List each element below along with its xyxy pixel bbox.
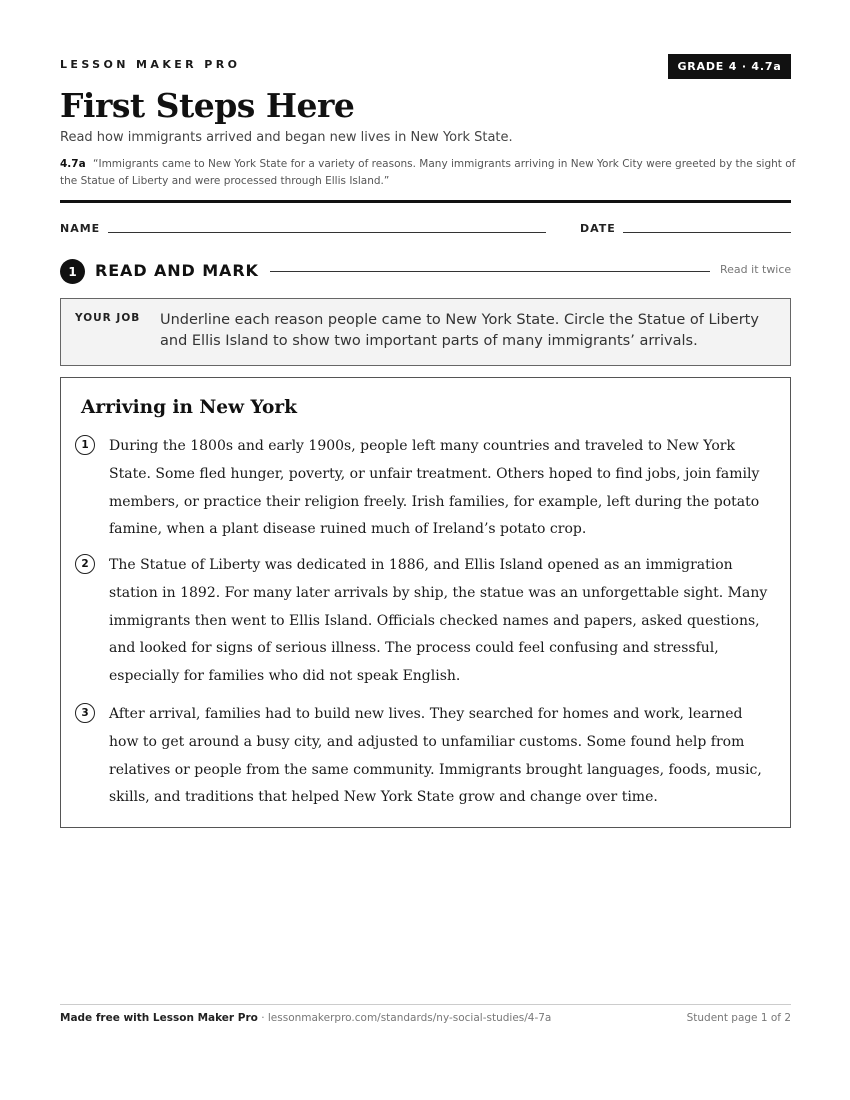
section-number-badge: 1	[60, 259, 85, 284]
reading-passage-box	[60, 377, 791, 828]
name-label: NAME	[60, 222, 101, 235]
brand-name: LESSON MAKER PRO	[60, 58, 241, 71]
footer-credit	[60, 1012, 551, 1024]
standard-quote: “Immigrants came to New York State for a variety of reasons. Many immigrants arriving in New York City were greeted by the sight of the Statue of Liberty and were processed through Ellis Island.”	[60, 158, 796, 187]
paragraph-text-3: After arrival, families had to build new lives. They searched for homes and work, learned how to get around a busy city, and adjusted to unfamiliar customs. Some found help from relatives or people from the same community. Immigrants brought languages, foods, music, skills, and traditions that helped New York State grow and change over time.	[109, 706, 762, 806]
grade-badge: GRADE 4 · 4.7a	[668, 54, 791, 79]
paragraph-number-1: 1	[75, 435, 95, 455]
footer-separator: ·	[257, 1012, 268, 1024]
standard-description	[60, 156, 800, 190]
header-divider	[60, 200, 791, 203]
section-divider	[270, 271, 710, 272]
page-title: First Steps Here	[60, 86, 355, 125]
paragraph-text-1: During the 1800s and early 1900s, people left many countries and traveled to New York State. Some fled hunger, poverty, or unfair treatment. Others hoped to find jobs, join family members, or practice their religion freely. Irish families, for example, left during the potato famine, when a plant disease ruined much of Ireland’s potato crop.	[109, 438, 760, 538]
paragraph-text-2: The Statue of Liberty was dedicated in 1886, and Ellis Island opened as an immigration station in 1892. For many later arrivals by ship, the statue was an unforgettable sight. Many immigrants then went to Ellis Island. Officials checked names and papers, asked questions, and looked for signs of serious illness. The process could feel confusing and stressful, especially for families who did not speak English.	[109, 557, 768, 685]
footer-divider	[60, 1004, 791, 1005]
date-label: DATE	[580, 222, 616, 235]
name-field[interactable]	[108, 232, 546, 233]
page-subtitle: Read how immigrants arrived and began new lives in New York State.	[60, 130, 513, 145]
paragraph-number-3: 3	[75, 703, 95, 723]
standard-code: 4.7a	[60, 158, 86, 170]
date-field[interactable]	[623, 232, 791, 233]
footer-made-with: Made free with Lesson Maker Pro	[60, 1012, 258, 1024]
your-job-instructions: Underline each reason people came to New York State. Circle the Statue of Liberty and Ellis Island to show two important parts of many immigrants’ arrivals.	[160, 312, 759, 349]
footer-page-number: Student page 1 of 2	[686, 1012, 791, 1024]
reading-title: Arriving in New York	[81, 397, 297, 418]
footer-url[interactable]: lessonmakerpro.com/standards/ny-social-studies/4-7a	[267, 1012, 552, 1024]
your-job-box	[60, 298, 791, 366]
your-job-label: YOUR JOB	[75, 312, 141, 324]
paragraph-number-2: 2	[75, 554, 95, 574]
section-note: Read it twice	[720, 263, 792, 276]
section-title: READ AND MARK	[95, 261, 259, 280]
